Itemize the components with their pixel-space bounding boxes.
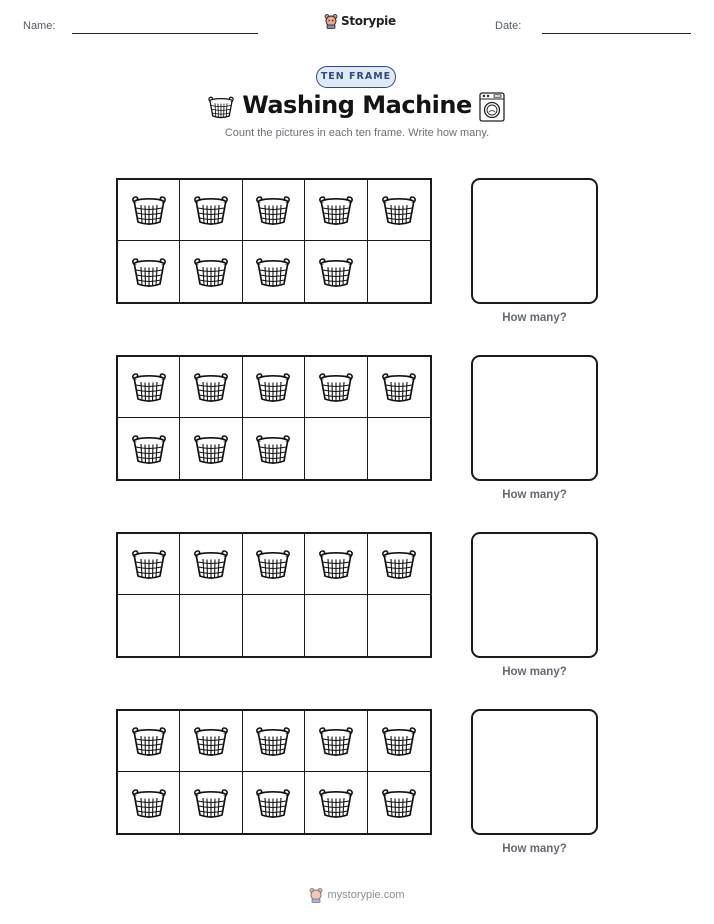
answer-box[interactable]	[471, 532, 598, 658]
laundry-basket-icon	[316, 193, 356, 227]
ten-frame-cell	[180, 180, 242, 241]
ten-frame-cell	[368, 595, 430, 656]
date-label: Date:	[495, 20, 522, 32]
laundry-basket-icon	[191, 786, 231, 820]
answer-box[interactable]	[471, 709, 598, 835]
laundry-basket-icon	[253, 724, 293, 758]
ten-frame-cell	[180, 711, 242, 772]
ten-frame-cell	[368, 357, 430, 418]
footer-url: mystorypie.com	[327, 889, 405, 901]
ten-frame-cell	[243, 595, 305, 656]
frame-row	[116, 709, 600, 869]
category-badge: TEN FRAME	[316, 66, 396, 88]
ten-frame-cell	[305, 772, 367, 833]
brand-name: Storypie	[341, 14, 396, 28]
name-label: Name:	[23, 20, 56, 32]
ten-frame-cell	[118, 418, 180, 479]
laundry-basket-icon	[316, 724, 356, 758]
ten-frame-cell	[243, 241, 305, 302]
ten-frame-cell	[243, 357, 305, 418]
ten-frame-cell	[243, 711, 305, 772]
ten-frame-cell	[118, 241, 180, 302]
laundry-basket-icon	[129, 786, 169, 820]
answer-box[interactable]	[471, 355, 598, 481]
ten-frame	[116, 532, 432, 658]
laundry-basket-icon	[379, 547, 419, 581]
ten-frame-cell	[180, 595, 242, 656]
ten-frame-cell	[305, 418, 367, 479]
frame-row	[116, 178, 600, 338]
laundry-basket-icon	[191, 193, 231, 227]
laundry-basket-icon	[379, 193, 419, 227]
ten-frame-cell	[180, 418, 242, 479]
laundry-basket-icon	[191, 724, 231, 758]
ten-frame-cell	[368, 241, 430, 302]
ten-frame-cell	[180, 772, 242, 833]
ten-frame-cell	[180, 357, 242, 418]
how-many-label: How many?	[502, 666, 567, 678]
ten-frame-cell	[118, 357, 180, 418]
how-many-label: How many?	[502, 312, 567, 324]
date-line	[542, 33, 691, 34]
storypie-logo-icon	[324, 13, 338, 29]
laundry-basket-icon	[191, 255, 231, 289]
laundry-basket-icon	[253, 432, 293, 466]
laundry-basket-icon	[253, 255, 293, 289]
ten-frame-cell	[368, 418, 430, 479]
laundry-basket-icon	[129, 193, 169, 227]
date-field	[495, 20, 521, 32]
laundry-basket-icon	[379, 724, 419, 758]
footer	[0, 887, 714, 903]
ten-frame-cell	[243, 772, 305, 833]
laundry-basket-icon	[253, 370, 293, 404]
laundry-basket-icon	[129, 432, 169, 466]
laundry-basket-icon	[379, 370, 419, 404]
laundry-basket-icon	[191, 370, 231, 404]
ten-frame-cell	[180, 534, 242, 595]
name-field	[23, 20, 55, 32]
laundry-basket-icon	[191, 432, 231, 466]
ten-frame-cell	[368, 772, 430, 833]
laundry-basket-icon	[316, 547, 356, 581]
storypie-footer-icon	[309, 887, 323, 903]
washing-machine-icon	[479, 92, 505, 122]
laundry-basket-icon	[129, 547, 169, 581]
laundry-basket-icon	[191, 547, 231, 581]
laundry-basket-icon	[316, 255, 356, 289]
laundry-basket-icon	[129, 255, 169, 289]
laundry-basket-icon	[129, 370, 169, 404]
laundry-basket-icon	[379, 786, 419, 820]
ten-frame-cell	[305, 357, 367, 418]
ten-frame-cell	[305, 711, 367, 772]
laundry-basket-icon	[253, 786, 293, 820]
ten-frame-cell	[305, 534, 367, 595]
frame-row	[116, 355, 600, 515]
ten-frame-cell	[118, 595, 180, 656]
how-many-label: How many?	[502, 489, 567, 501]
how-many-label: How many?	[502, 843, 567, 855]
ten-frame-cell	[305, 180, 367, 241]
laundry-basket-icon	[129, 724, 169, 758]
ten-frame-cell	[180, 241, 242, 302]
ten-frame-cell	[118, 180, 180, 241]
ten-frame-cell	[368, 534, 430, 595]
ten-frame	[116, 355, 432, 481]
ten-frame	[116, 709, 432, 835]
ten-frame-cell	[368, 180, 430, 241]
ten-frame-cell	[243, 180, 305, 241]
ten-frame-cell	[243, 534, 305, 595]
ten-frame	[116, 178, 432, 304]
laundry-basket-icon	[253, 193, 293, 227]
ten-frame-cell	[243, 418, 305, 479]
ten-frame-cell	[368, 711, 430, 772]
ten-frame-cell	[118, 534, 180, 595]
name-line	[72, 33, 258, 34]
ten-frame-cell	[305, 241, 367, 302]
instructions: Count the pictures in each ten frame. Write how many.	[224, 127, 490, 139]
laundry-basket-icon	[316, 786, 356, 820]
answer-box[interactable]	[471, 178, 598, 304]
laundry-basket-icon	[253, 547, 293, 581]
ten-frame-cell	[118, 711, 180, 772]
page-title: Washing Machine	[242, 91, 472, 119]
brand-logo	[324, 13, 396, 29]
ten-frame-cell	[118, 772, 180, 833]
frame-row	[116, 532, 600, 692]
laundry-basket-icon	[316, 370, 356, 404]
ten-frame-cell	[305, 595, 367, 656]
